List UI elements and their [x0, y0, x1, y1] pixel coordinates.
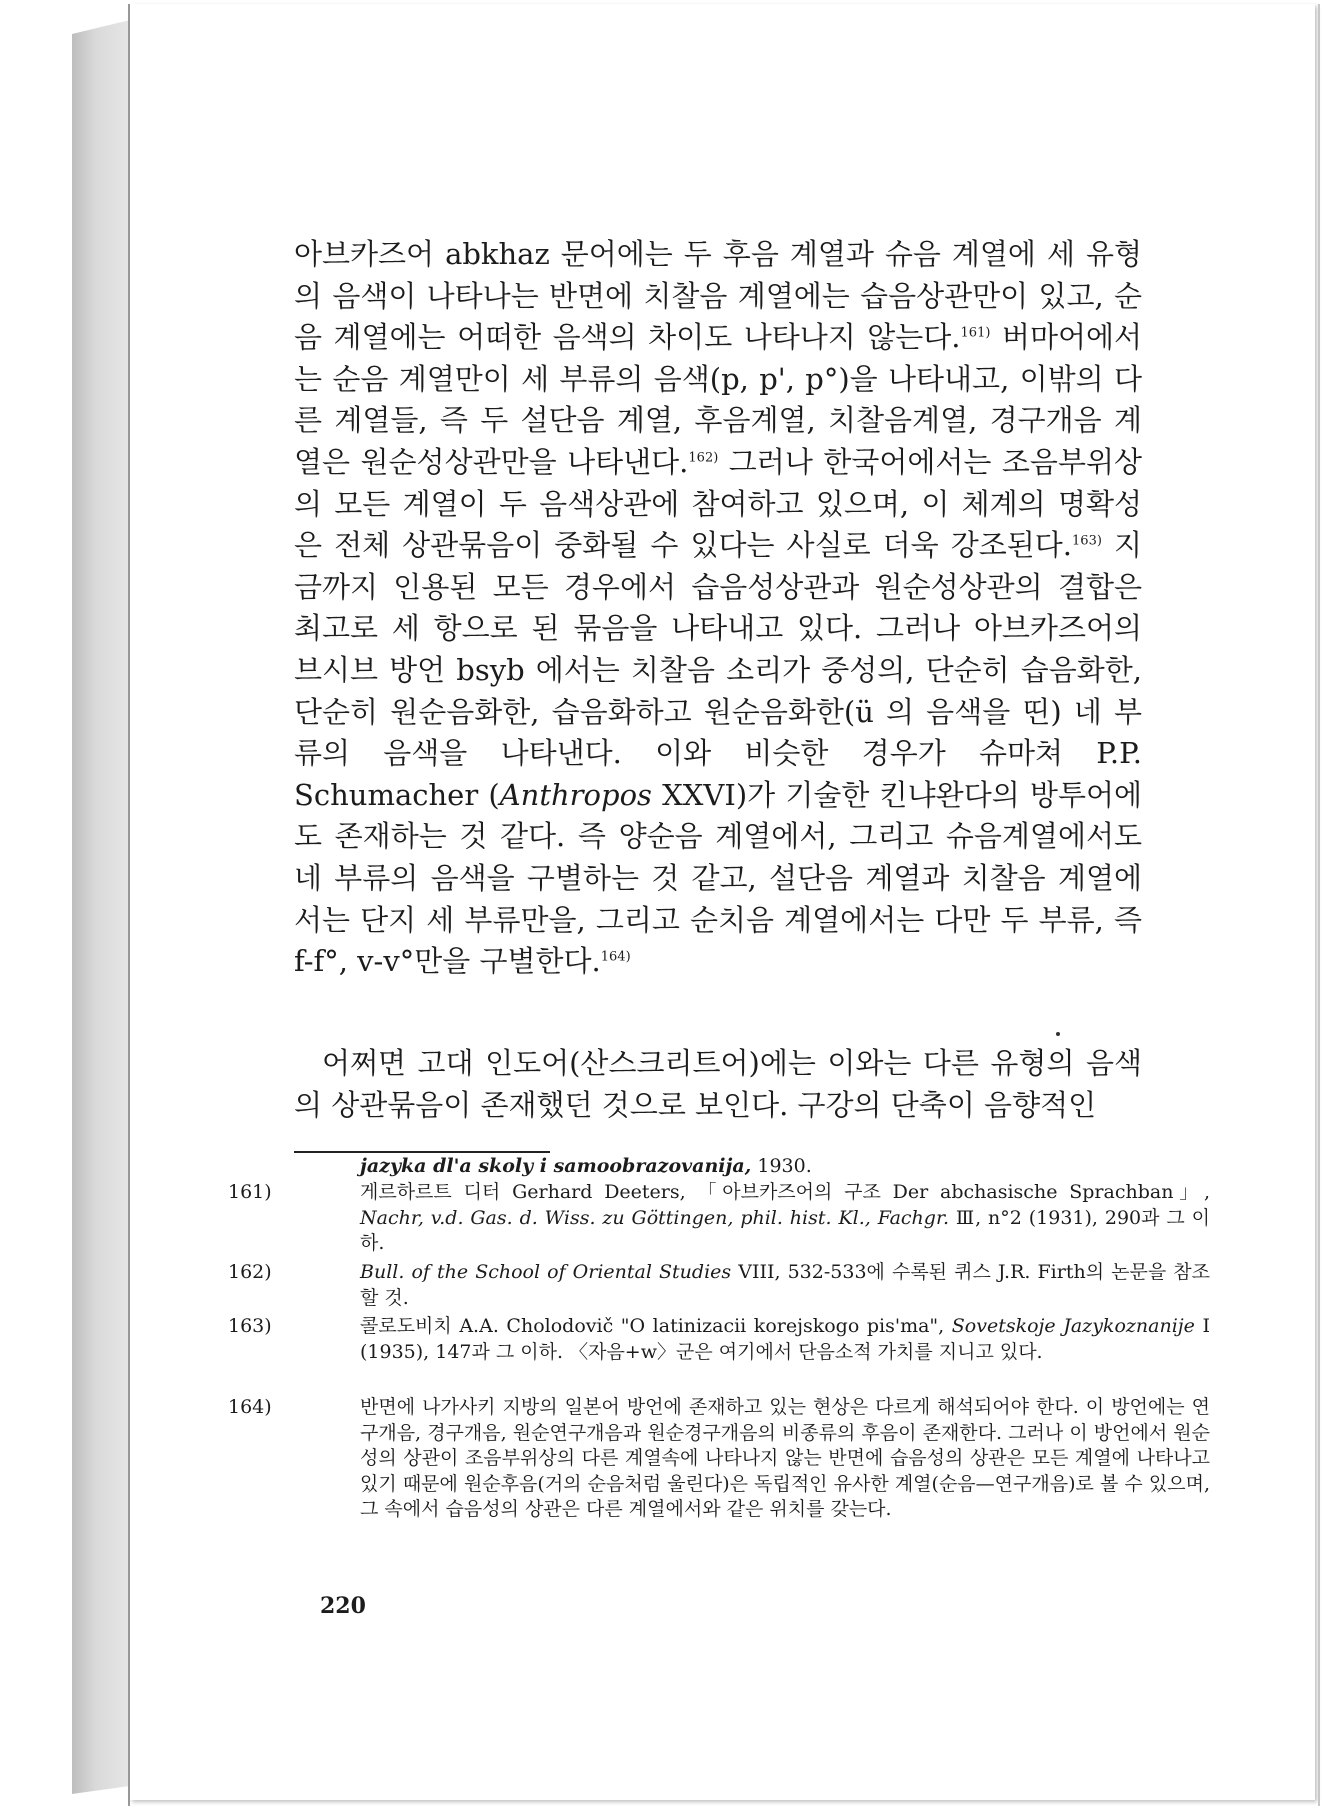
- footnote-text: Ⅰ (1935), 147과 그 이하. 〈자음+w〉군은 여기에서 단음소적 가치를 지니고 있다.: [360, 1315, 1210, 1363]
- footnote-163: [228, 1314, 1210, 1365]
- paragraph-1-text-c: 그러나 한국어에서는 조음부위상의 모든 계열이 두 음색상관에 참여하고 있으며, 이 체계의 명확성은 전체 상관묶음이 중화될 수 있다는 사실로 더욱 강조된다.: [294, 444, 1142, 563]
- paragraph-1-italic-anthropos: Anthropos: [499, 777, 652, 812]
- footnote-ref-164[interactable]: 164): [600, 949, 631, 965]
- scan-speck: [1056, 1032, 1060, 1036]
- page-right-edge: [1318, 4, 1320, 1806]
- footnote-text: VIII, 532-533에 수록된 퀴스 J.R. Firth의 논문을 참조할 것.: [360, 1261, 1210, 1309]
- footnote-ref-161[interactable]: 161): [960, 325, 991, 341]
- footnote-164: [228, 1395, 1210, 1523]
- footnote-continuation-title: jazyka dl'a skoly i samoobrazovanija,: [360, 1155, 752, 1177]
- book-edge-shadow: [72, 20, 130, 1806]
- footnote-162: [228, 1260, 1210, 1311]
- footnote-ref-163[interactable]: 163): [1072, 533, 1102, 549]
- footnote-continuation: [360, 1153, 812, 1179]
- footnote-italic-text: Sovetskoje Jazykoznanije: [951, 1315, 1195, 1337]
- footnote-text: 반면에 나가사키 지방의 일본어 방언에 존재하고 있는 현상은 다르게 해석되어야 한다. 이 방언에는 연구개음, 경구개음, 원순연구개음과 원순경구개음의 비종류의 후음이 존재한다. 그러나 이 방언에서 원순성의 상관이 조음부위상의 다른 계열속에 나타나지 않는 반면에 습음성의 상관은 모든 계열에 나타나고 있기 때문에 원순후음(거의 순음처럼 울린다)은 독립적인 유사한 계열(순음—연구개음)로 볼 수 있으며, 그 속에서 습음성의 상관은 다른 계열에서와 같은 위치를 갖는다.: [360, 1396, 1210, 1520]
- footnote-italic-text: Bull. of the School of Oriental Studies: [360, 1261, 732, 1283]
- footnote-text: Ⅲ, n°2 (1931), 290과 그 이하.: [360, 1206, 1210, 1254]
- page-number: 220: [320, 1593, 366, 1619]
- footnote-text: 콜로도비치 A.A. Cholodovič "O latinizacii korejskogo pis'ma",: [360, 1315, 952, 1337]
- footnote-continuation-year: 1930.: [751, 1155, 812, 1177]
- footnote-number: 162): [228, 1261, 272, 1283]
- footnote-161: [228, 1180, 1210, 1257]
- footnote-ref-162[interactable]: 162): [688, 450, 719, 466]
- paragraph-1-text-b: 버마어에서는 순음 계열만이 세 부류의 음색(p, p', p°)을 나타내고, 이밖의 다른 계열들, 즉 두 설단음 계열, 후음계열, 치찰음계열, 경구개음 계열은 원순성상관만을 나타낸다.: [294, 320, 1142, 479]
- footnote-number: 163): [228, 1315, 272, 1337]
- footnote-number: 161): [228, 1181, 272, 1203]
- body-paragraph-1: [294, 234, 1142, 983]
- footnote-text: 게르하르트 디터 Gerhard Deeters, 「아브카즈어의 구조 Der abchasische Sprachban」,: [360, 1181, 1210, 1203]
- footnote-italic-text: Nachr, v.d. Gas. d. Wiss. zu Göttingen, phil. hist. Kl., Fachgr.: [360, 1206, 949, 1229]
- paragraph-1-text-d: 지금까지 인용된 모든 경우에서 습음성상관과 원순성상관의 결합은 최고로 세 항으로 된 묶음을 나타내고 있다. 그러나 아브카즈어의 브시브 방언 bsyb 에서는 치찰음 소리가 중성의, 단순히 습음화한, 단순히 원순음화한, 습음화하고 원순음화한(ü 의 음색을 띤) 네 부류의 음색을 나타낸다. 이와 비슷한 경우가 슈마쳐 P.P. Schumacher (: [294, 528, 1142, 812]
- paragraph-1-text-e: XXVI)가 기술한 킨냐완다의 방투어에도 존재하는 것 같다. 즉 양순음 계열에서, 그리고 슈음계열에서도 네 부류의 음색을 구별하는 것 같고, 설단음 계열과 치찰음 계열에서는 단지 세 부류만을, 그리고 순치음 계열에서는 다만 두 부류, 즉 f-f°, v-v°만을 구별한다.: [294, 777, 1142, 979]
- body-paragraph-2: 어쩌면 고대 인도어(산스크리트어)에는 이와는 다른 유형의 음색의 상관묶음이 존재했던 것으로 보인다. 구강의 단축이 음향적인: [294, 1046, 1142, 1122]
- paragraph-1-text-a: 아브카즈어 abkhaz 문어에는 두 후음 계열과 슈음 계열에 세 유형의 음색이 나타나는 반면에 치찰음 계열에는 습음상관만이 있고, 순음 계열에는 어떠한 음색의 차이도 나타나지 않는다.: [294, 237, 1142, 355]
- footnote-number: 164): [228, 1396, 272, 1418]
